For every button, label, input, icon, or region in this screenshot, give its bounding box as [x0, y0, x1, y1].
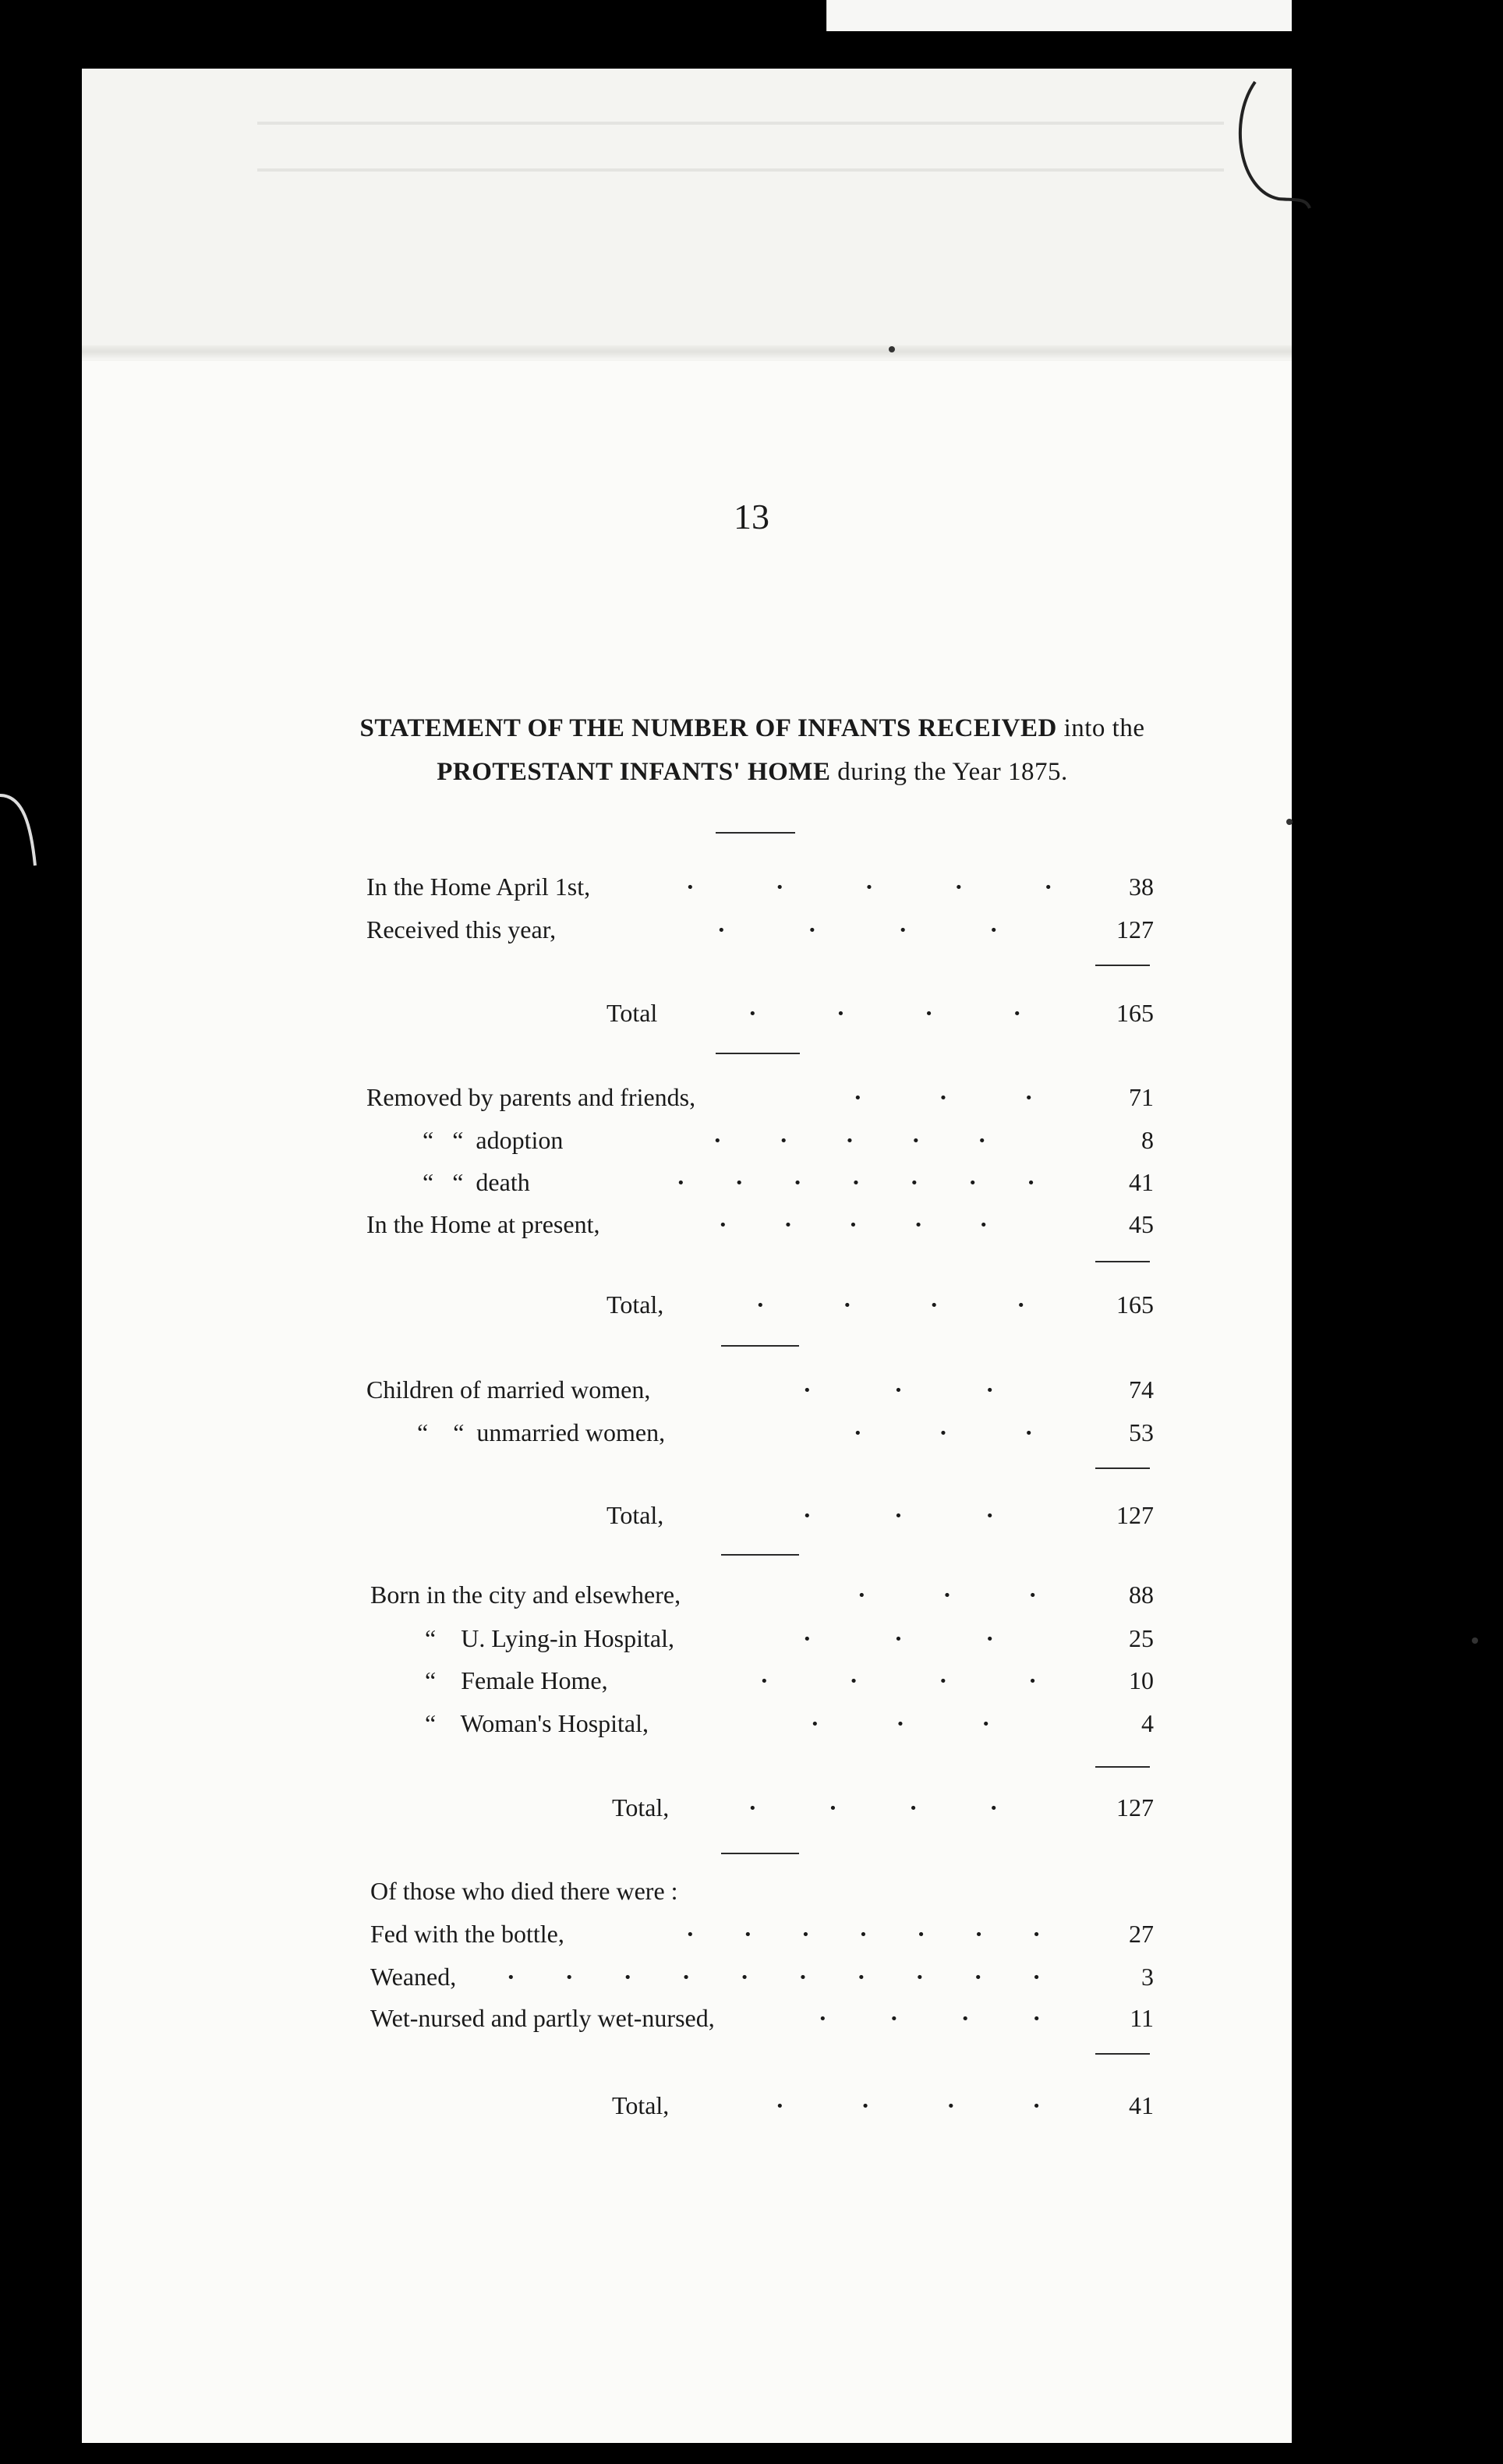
dot-leader: · · · · [776, 2091, 1041, 2119]
dot-leader: · · · [803, 1501, 994, 1529]
total-row [0, 1788, 1503, 1827]
sum-rule [1095, 1467, 1150, 1469]
dot-leader: · · · · [760, 1666, 1037, 1694]
fold-line [82, 345, 1292, 359]
table-row [0, 1078, 1503, 1117]
total-row [0, 993, 1503, 1032]
row-label: In the Home at present, [366, 1210, 600, 1238]
row-label: “ “ unmarried women, [417, 1418, 666, 1446]
table-row [0, 1998, 1503, 2037]
sum-rule [1095, 1261, 1150, 1262]
total-value: 41 [1129, 2091, 1154, 2119]
edge-mark [0, 780, 47, 873]
total-row [0, 2086, 1503, 2125]
table-row [0, 1914, 1503, 1953]
paper-curl [1224, 74, 1317, 214]
sum-rule [1095, 965, 1150, 966]
table-row [0, 910, 1503, 949]
table-row [0, 1205, 1503, 1244]
row-label: “ “ adoption [423, 1126, 564, 1154]
row-value: 27 [1129, 1920, 1154, 1948]
heading-line-1-caps: STATEMENT OF THE NUMBER OF INFANTS RECEIVED [359, 714, 1057, 742]
dot-leader: · · · · [748, 1793, 998, 1821]
dot-leader: · · · [803, 1375, 994, 1404]
row-label: “ U. Lying-in Hospital, [425, 1624, 674, 1652]
row-value: 4 [1141, 1709, 1154, 1737]
dot-leader: · · · · · · · [686, 1920, 1041, 1948]
row-value: 3 [1141, 1963, 1154, 1991]
total-row [0, 1285, 1503, 1324]
row-value: 71 [1129, 1083, 1154, 1111]
table-row [0, 1120, 1503, 1159]
dot-leader: · · · [858, 1581, 1037, 1609]
table-row [0, 1661, 1503, 1700]
row-value: 10 [1129, 1666, 1154, 1694]
row-value: 41 [1129, 1168, 1154, 1196]
heading-line-1-tail: into the [1063, 714, 1145, 742]
row-value: 8 [1141, 1126, 1154, 1154]
table-row [0, 867, 1503, 906]
total-label: Total [607, 999, 658, 1027]
sum-rule [1095, 1766, 1150, 1768]
row-value: 53 [1129, 1418, 1154, 1446]
total-value: 127 [1116, 1501, 1154, 1529]
table-row [0, 1957, 1503, 1996]
section-divider [716, 1053, 800, 1054]
row-value: 127 [1116, 915, 1154, 943]
section-divider [721, 1853, 799, 1854]
heading-line-2-tail: during the Year 1875. [837, 758, 1068, 786]
section-intro [0, 1871, 1503, 1910]
table-row [0, 1575, 1503, 1614]
section-divider [721, 1554, 799, 1556]
row-label: Fed with the bottle, [370, 1920, 564, 1948]
row-label: Born in the city and elsewhere, [370, 1581, 681, 1609]
total-value: 165 [1116, 999, 1154, 1027]
speck [1286, 819, 1293, 825]
row-label: Children of married women, [366, 1375, 651, 1404]
dot-leader: · · · · · [686, 873, 1052, 901]
dot-leader: · · · [854, 1418, 1033, 1446]
intro-label: Of those who died there were : [370, 1877, 678, 1905]
bleed-through-text [257, 94, 1224, 187]
total-value: 127 [1116, 1793, 1154, 1821]
dot-leader: · · · · · [719, 1210, 988, 1238]
dot-leader: · · · · · [713, 1126, 986, 1154]
total-label: Total, [612, 2091, 670, 2119]
speck [889, 346, 895, 352]
row-label: In the Home April 1st, [366, 873, 591, 901]
row-value: 74 [1129, 1375, 1154, 1404]
statement-heading [265, 706, 1240, 794]
total-label: Total, [607, 1290, 664, 1319]
overlapping-sheet [826, 0, 1292, 31]
heading-line-1 [265, 706, 1240, 750]
total-label: Total, [612, 1793, 670, 1821]
total-row [0, 1496, 1503, 1535]
table-row [0, 1370, 1503, 1409]
row-label: Removed by parents and friends, [366, 1083, 696, 1111]
section-divider [721, 1345, 799, 1347]
row-value: 88 [1129, 1581, 1154, 1609]
dot-leader: · · · [803, 1624, 994, 1652]
total-label: Total, [607, 1501, 664, 1529]
dot-leader: · · · · [717, 915, 998, 943]
sum-rule [1095, 2053, 1150, 2055]
total-value: 165 [1116, 1290, 1154, 1319]
heading-line-2 [265, 750, 1240, 794]
page-number: 13 [734, 497, 769, 536]
table-row [0, 1704, 1503, 1743]
dot-leader: · · · · · · · · · · [507, 1963, 1041, 1991]
row-label: Weaned, [370, 1963, 457, 1991]
dot-leader: · · · · [756, 1290, 1025, 1319]
section-divider [716, 832, 795, 834]
row-value: 45 [1129, 1210, 1154, 1238]
row-label: Received this year, [366, 915, 557, 943]
table-row [0, 1619, 1503, 1658]
row-value: 11 [1130, 2004, 1154, 2032]
row-value: 25 [1129, 1624, 1154, 1652]
row-label: Wet-nursed and partly wet-nursed, [370, 2004, 715, 2032]
row-value: 38 [1129, 873, 1154, 901]
row-label: “ Woman's Hospital, [425, 1709, 649, 1737]
heading-line-2-caps: PROTESTANT INFANTS' HOME [437, 758, 831, 786]
dot-leader: · · · · [819, 2004, 1041, 2032]
row-label: “ Female Home, [425, 1666, 608, 1694]
table-row [0, 1163, 1503, 1202]
dot-leader: · · · [854, 1083, 1033, 1111]
dot-leader: · · · · · · · [677, 1168, 1035, 1196]
table-row [0, 1413, 1503, 1452]
row-label: “ “ death [423, 1168, 530, 1196]
dot-leader: · · · [811, 1709, 990, 1737]
dot-leader: · · · · [748, 999, 1021, 1027]
